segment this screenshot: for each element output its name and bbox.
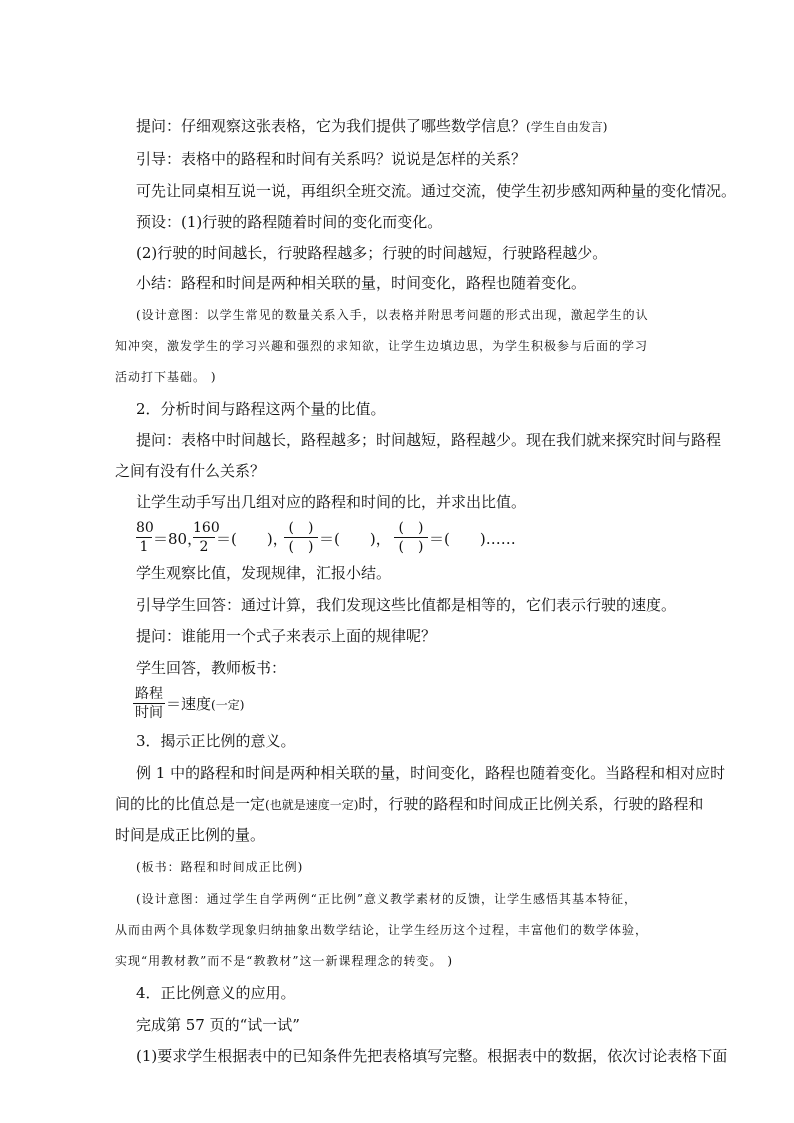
design-intent-note: 知冲突，激发学生的学习兴趣和强烈的求知欲，让学生边填边思，为学生积极参与后面的学习: [115, 339, 649, 353]
formula-note: (一定): [211, 698, 245, 712]
fraction-bar: [133, 703, 165, 704]
paragraph-line: 完成第 57 页的“试一试”: [136, 1016, 300, 1034]
design-intent-note: (设计意图：以学生常见的数量关系入手，以表格并附思考问题的形式出现，激起学生的认: [136, 308, 649, 322]
design-intent-note: (设计意图：通过学生自学两例“正比例”意义教学素材的反馈，让学生感悟其基本特征，: [136, 892, 637, 906]
fraction-denominator: 1: [139, 539, 149, 555]
paragraph-line: 引导学生回答：通过计算，我们发现这些比值都是相等的，它们表示行驶的速度。: [136, 596, 677, 614]
paragraph-line: 例 1 中的路程和时间是两种相关联的量，时间变化，路程也随着变化。当路程和相对应时: [136, 764, 726, 782]
paragraph-line: 小结：路程和时间是两种相关联的量，时间变化，路程也随着变化。: [136, 274, 587, 292]
fraction-80-1: [136, 520, 152, 555]
text-segment: 间的比的比值总是一定: [115, 795, 266, 813]
fraction-denominator: 2: [199, 539, 209, 555]
inline-note: (也就是速度一定): [265, 798, 359, 812]
inline-note: (学生自由发言): [526, 120, 608, 134]
section-heading: 2．分析时间与路程这两个量的比值。: [136, 400, 386, 418]
fraction-numerator: 160: [193, 520, 220, 536]
paragraph-line: 之间有没有什么关系？: [115, 462, 266, 480]
fraction-numerator: ( ): [288, 520, 314, 536]
fraction-blank-1: [284, 520, 318, 555]
fraction-denominator: ( ): [398, 539, 424, 555]
fraction-numerator: 路程: [135, 686, 163, 702]
fraction-denominator: 时间: [135, 705, 163, 721]
paragraph-line: 引导：表格中的路程和时间有关系吗？说说是怎样的关系？: [136, 150, 527, 168]
paragraph-line: 时间是成正比例的量。: [115, 826, 266, 844]
paragraph-line: 可先让同桌相互说一说，再组织全班交流。通过交流，使学生初步感知两种量的变化情况。: [136, 182, 737, 200]
fraction-numerator: ( ): [398, 520, 424, 536]
text-segment: 提问：仔细观察这张表格，它为我们提供了哪些数学信息？: [136, 117, 527, 135]
paragraph-line: 让学生动手写出几组对应的路程和时间的比，并求出比值。: [136, 493, 527, 511]
fraction-numerator: 80: [136, 520, 154, 536]
formula-equals-speed: ＝速度: [166, 695, 212, 713]
fraction-bar: [136, 537, 152, 538]
formula-result: [166, 694, 244, 715]
paragraph-line: (1)要求学生根据表中的已知条件先把表格填写完整。根据表中的数据，依次讨论表格下面: [136, 1047, 728, 1065]
paragraph-line: 提问：谁能用一个式子来表示上面的规律呢？: [136, 627, 437, 645]
fraction-denominator: ( ): [288, 539, 314, 555]
paragraph-line: (2)行驶的时间越长，行驶路程越多；行驶的时间越短，行驶路程越少。: [136, 244, 608, 262]
fraction-blank-2: [394, 520, 428, 555]
section-heading: 4．正比例意义的应用。: [136, 984, 296, 1002]
design-intent-note: 活动打下基础。 ): [115, 370, 217, 384]
design-intent-note: 实现“用教材教”而不是“教教材”这一新课程理念的转变。 ): [115, 954, 454, 968]
section-heading: 3．揭示正比例的意义。: [136, 732, 296, 750]
equation-result: ＝( )……: [429, 530, 516, 548]
fraction-bar: [193, 537, 215, 538]
paragraph-line: [136, 116, 686, 137]
fraction-bar: [394, 537, 428, 538]
paragraph-line: [115, 794, 704, 815]
board-note: (板书：路程和时间成正比例): [136, 860, 304, 874]
equation-result: ＝80，: [153, 530, 203, 548]
equation-result: ＝( )，: [319, 530, 391, 548]
text-segment: 时，行驶的路程和时间成正比例关系，行驶的路程和: [358, 795, 704, 813]
paragraph-line: 预设：(1)行驶的路程随着时间的变化而变化。: [136, 213, 443, 231]
design-intent-note: 从而由两个具体数学现象归纳抽象出数学结论，让学生经历这个过程，丰富他们的数学体验，: [115, 923, 649, 937]
fraction-bar: [284, 537, 318, 538]
paragraph-line: 学生回答，教师板书：: [136, 659, 287, 677]
fraction-160-2: [193, 520, 220, 555]
formula-fraction: [133, 686, 165, 721]
paragraph-line: 提问：表格中时间越长，路程越多；时间越短，路程越少。现在我们就来探究时间与路程: [136, 431, 722, 449]
paragraph-line: 学生观察比值，发现规律，汇报小结。: [136, 564, 392, 582]
equation-result: ＝( )，: [216, 530, 288, 548]
